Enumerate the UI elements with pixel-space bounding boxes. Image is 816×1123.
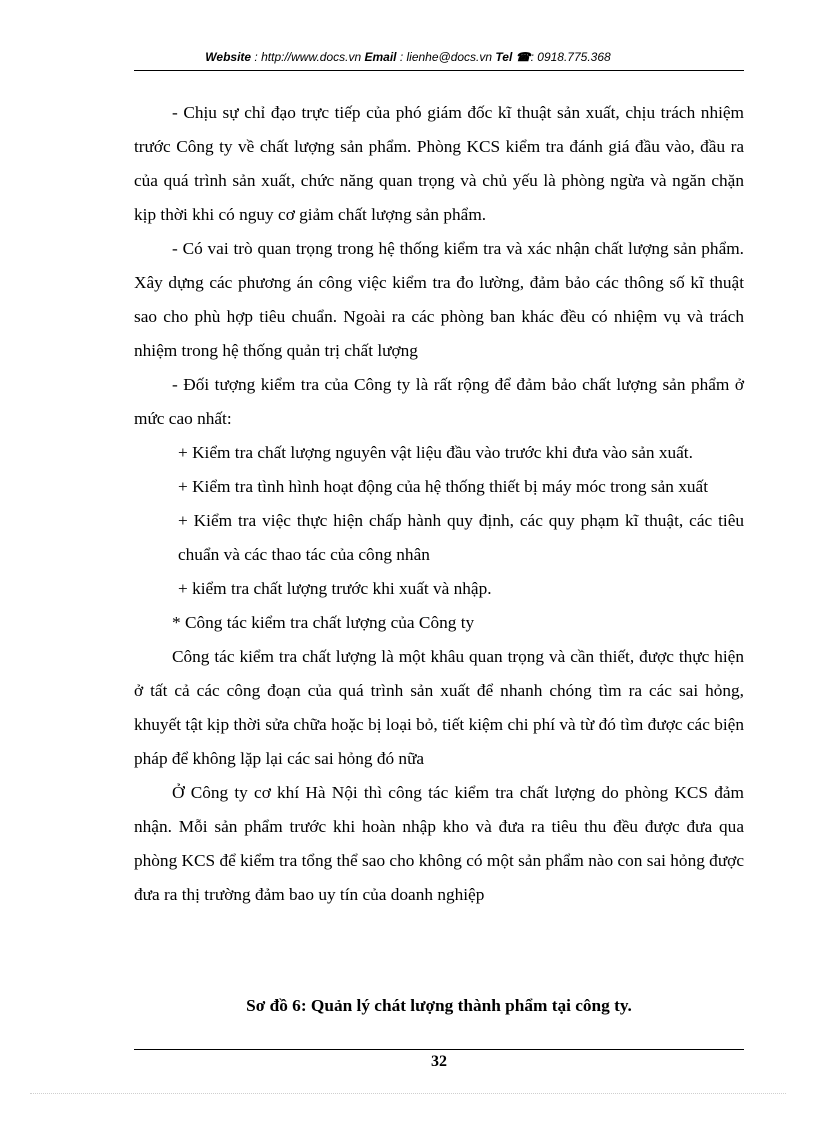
header-divider xyxy=(134,70,744,71)
paragraph: Công tác kiểm tra chất lượng là một khâu quan trọng và cần thiết, được thực hiện ở tất cả các công đoạn của quá trình sản xuất để nhanh chóng tìm ra các sai hỏng, khuyết tật kịp thời sửa chữa hoặc bị loại bỏ, tiết kiệm chi phí và từ đó tìm được các biện pháp để không lặp lại các sai hỏng đó nữa xyxy=(134,647,744,768)
website-label: Website xyxy=(205,50,252,64)
phone-icon: ☎ xyxy=(515,50,531,64)
list-item: + kiểm tra chất lượng trước khi xuất và nhập. xyxy=(178,579,492,598)
body-text xyxy=(134,96,744,912)
list-item: + Kiểm tra việc thực hiện chấp hành quy định, các quy phạm kĩ thuật, các tiêu chuẩn và các thao tác của công nhân xyxy=(178,511,744,564)
email-label: Email xyxy=(364,50,397,64)
email-address: : lienhe@docs.vn xyxy=(396,50,496,64)
section-heading: * Công tác kiểm tra chất lượng của Công ty xyxy=(172,613,475,632)
paragraph: - Chịu sự chỉ đạo trực tiếp của phó giám đốc kĩ thuật sản xuất, chịu trách nhiệm trước Công ty về chất lượng sản phẩm. Phòng KCS kiểm tra đánh giá đầu vào, đầu ra của quá trình sản xuất, chức năng quan trọng và chủ yếu là phòng ngừa và ngăn chặn kịp thời khi có nguy cơ giảm chất lượng sản phẩm. xyxy=(134,103,744,224)
list-item: + Kiểm tra tình hình hoạt động của hệ thống thiết bị máy móc trong sản xuất xyxy=(178,477,708,496)
website-url: : http://www.docs.vn xyxy=(251,50,365,64)
paragraph: - Có vai trò quan trọng trong hệ thống kiểm tra và xác nhận chất lượng sản phẩm. Xây dựng các phương án công việc kiểm tra đo lường, đảm bảo các thông số kĩ thuật sao cho phù hợp tiêu chuẩn. Ngoài ra các phòng ban khác đều có nhiệm vụ và trách nhiệm trong hệ thống quản trị chất lượng xyxy=(134,239,744,360)
list-item: + Kiểm tra chất lượng nguyên vật liệu đầu vào trước khi đưa vào sản xuất. xyxy=(178,443,693,462)
diagram-caption: Sơ đồ 6: Quản lý chát lượng thành phẩm tại công ty. xyxy=(246,996,632,1015)
page-number: 32 xyxy=(431,1053,447,1070)
tel-number: : 0918.775.368 xyxy=(530,50,611,64)
paragraph: - Đối tượng kiểm tra của Công ty là rất rộng để đảm bảo chất lượng sản phẩm ở mức cao nhất: xyxy=(134,375,744,428)
paragraph: Ở Công ty cơ khí Hà Nội thì công tác kiểm tra chất lượng do phòng KCS đảm nhận. Mỗi sản phẩm trước khi hoàn nhập kho và đưa ra tiêu thu đều được đưa qua phòng KCS để kiểm tra tổng thể sao cho không có một sản phẩm nào con sai hỏng được đưa ra thị trường đảm bao uy tín của doanh nghiệp xyxy=(134,783,744,904)
tel-label: Tel xyxy=(495,50,513,64)
page-header xyxy=(0,50,816,64)
footer-divider xyxy=(134,1049,744,1050)
page-edge-divider xyxy=(30,1093,786,1094)
